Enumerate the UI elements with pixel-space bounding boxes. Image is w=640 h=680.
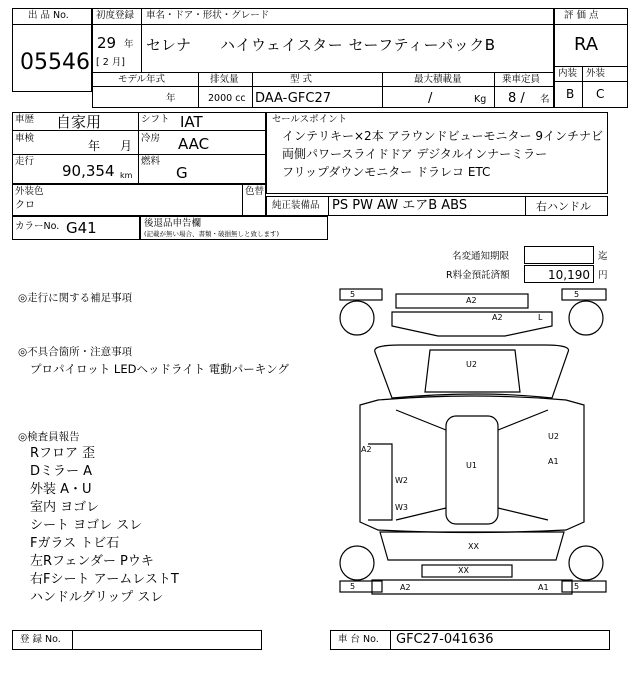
shaken-month: 月 (120, 139, 133, 153)
mark-rear-bumper-xx: XX (458, 566, 469, 575)
defect-heading: ◎不具合箇所・注意事項 (18, 346, 133, 358)
inspector-line-4: 室内 ヨゴレ (30, 500, 100, 515)
driving-heading: ◎走行に関する補足事項 (18, 292, 133, 304)
bonnet-inner-outline (425, 350, 520, 392)
inspector-line-2: Dミラー A (30, 464, 93, 479)
displacement-label: 排気量 (210, 74, 239, 85)
displacement-value: 2000 cc (208, 93, 246, 104)
type-label: 型 式 (290, 74, 313, 85)
inspector-line-1: Rフロア 歪 (30, 446, 96, 461)
mark-front-l: L (538, 313, 543, 322)
recycle-value: 10,190 (548, 268, 590, 282)
genuine-value: PS PW AW エアB ABS (332, 198, 468, 213)
recycle-label: R料金預託済額 (446, 270, 510, 281)
aftermarket-label: 後退品申告欄 (144, 218, 202, 229)
color-no-label: カラーNo. (15, 221, 60, 232)
bonnet-outline (375, 345, 569, 398)
inspector-line-6: Fガラス トビ石 (30, 536, 120, 551)
exterior-color-box (12, 184, 266, 216)
max-load-value: / (428, 91, 433, 106)
shift-label: シフト (141, 114, 170, 125)
grade: ハイウェイスター セーフティーパックB (220, 36, 496, 54)
tire-label-rear-right: 5 (574, 582, 580, 591)
mark-rear-xx: XX (468, 542, 479, 551)
exterior-color-value: クロ (15, 200, 35, 211)
inspector-line-3: 外装 A・U (30, 482, 92, 497)
fuel-label: 燃料 (141, 156, 161, 167)
reg-label: 登 録 No. (20, 634, 61, 645)
mark-front-bumper-inner: A2 (492, 313, 503, 322)
interior-score: B (566, 87, 575, 101)
shaken-year: 年 (88, 139, 101, 153)
specs-box (12, 112, 266, 184)
front-bumper-inner-outline (392, 312, 552, 336)
sales-point-line-1: インテリキー×2本 アラウンドビューモニター 9インチナビ (282, 129, 603, 143)
model-year-value: 年 (166, 93, 176, 104)
max-load-label: 最大積載量 (414, 74, 462, 85)
score-label: 評 価 点 (564, 10, 599, 21)
year-unit: 年 (124, 39, 134, 50)
steering-value: 右ハンドル (536, 200, 591, 213)
sales-point-line-3: フリップダウンモニター ドラレコ ETC (282, 165, 491, 179)
roof-outline (446, 416, 498, 524)
mark-front-bumper: A2 (466, 296, 477, 305)
tire-label-front-right: 5 (574, 290, 580, 299)
shaken-label: 車検 (15, 133, 35, 144)
first-reg-year: 29 (97, 34, 117, 52)
genuine-label: 純正装備品 (272, 200, 320, 211)
inspector-line-9: ハンドルグリップ スレ (30, 590, 164, 605)
mark-right-u2: U2 (548, 432, 559, 441)
max-load-unit: Kg (474, 94, 487, 105)
mileage-unit: km (120, 171, 133, 180)
capacity-unit: 名 (540, 94, 550, 105)
first-reg-label: 初度登録 (96, 10, 135, 21)
tire-front-right-icon (569, 301, 603, 335)
inspector-line-7: 左Rフェンダー Pウキ (30, 554, 154, 569)
tire-label-front-left: 5 (350, 290, 356, 299)
color-no-value: G41 (66, 219, 97, 237)
lot-number: 05546 (20, 50, 90, 75)
first-reg-month: [ 2 月] (96, 57, 125, 68)
tire-front-left-icon (340, 301, 374, 335)
exterior-score: C (596, 87, 605, 101)
mileage-label: 走行 (15, 156, 35, 167)
deadline-label: 名変通知期限 (452, 251, 510, 262)
mileage-value: 90,354 (62, 162, 115, 180)
chassis-value: GFC27-041636 (396, 632, 494, 647)
mark-roof: U1 (466, 461, 477, 470)
interior-label: 内装 (558, 68, 578, 79)
history-label: 車歴 (15, 114, 35, 125)
ac-value: AAC (178, 135, 210, 153)
mark-right-a1: A1 (548, 457, 559, 466)
tire-label-rear-left: 5 (350, 582, 356, 591)
exterior-color-label: 外装色 (15, 186, 44, 197)
fuel-value: G (176, 164, 188, 182)
inspector-line-8: 右Fシート アームレストT (30, 572, 179, 587)
inspector-line-5: シート ヨゴレ スレ (30, 518, 143, 533)
type-value: DAA-GFC27 (255, 91, 331, 106)
mark-rear-a1: A1 (538, 583, 549, 592)
tire-rear-left-icon (340, 546, 374, 580)
front-bumper-outline (396, 294, 528, 308)
history-value: 自家用 (56, 113, 102, 131)
shift-value: IAT (180, 113, 203, 131)
tire-rear-right-icon (569, 546, 603, 580)
capacity-value: 8 / (508, 91, 525, 106)
sales-points-label: セールスポイント (272, 114, 348, 125)
mark-left-w2: W2 (395, 476, 408, 485)
deadline-unit: 迄 (598, 251, 608, 262)
capacity-label: 乗車定員 (502, 74, 541, 85)
left-doors-outline (368, 444, 392, 520)
mark-bonnet: U2 (466, 360, 477, 369)
aftermarket-note: (記載が無い場合、書類・破損無しと致します) (144, 230, 280, 238)
sales-point-line-2: 両側パワースライドドア デジタルインナーミラー (282, 147, 548, 161)
lot-label: 出 品 No. (28, 10, 69, 21)
model-year-label: モデル年式 (118, 74, 166, 85)
color-change-label: 色替 (245, 186, 265, 197)
inspector-heading: ◎検査員報告 (18, 431, 80, 443)
mark-rear-a2: A2 (400, 583, 411, 592)
defect-text: プロパイロット LEDヘッドライト 電動パーキング (30, 362, 289, 376)
mark-left-w3: W3 (395, 503, 408, 512)
score-value: RA (574, 34, 599, 55)
recycle-unit: 円 (598, 270, 608, 281)
ac-label: 冷房 (141, 133, 161, 144)
exterior-label: 外装 (586, 68, 606, 79)
model-name-label: 車名・ドア・形状・グレード (146, 10, 270, 21)
model-name: セレナ (146, 36, 192, 54)
mark-left-side: A2 (361, 445, 372, 454)
deadline-value-box (524, 246, 594, 264)
chassis-label: 車 台 No. (338, 634, 379, 645)
